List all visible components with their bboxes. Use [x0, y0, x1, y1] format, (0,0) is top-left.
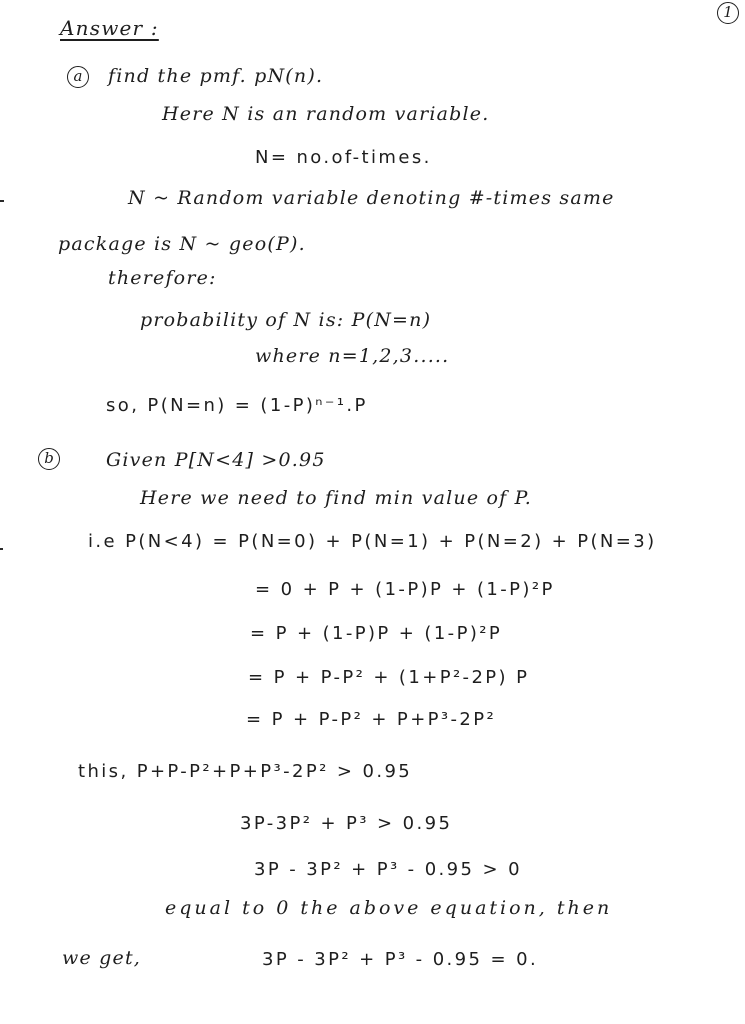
part-a-line-1: Here N is an random variable.: [162, 103, 490, 125]
part-a-line-6: probability of N is: P(N=n): [140, 309, 432, 331]
part-b-we-get-label: we get,: [62, 947, 142, 969]
page-number: 1: [717, 2, 739, 24]
answer-heading: Answer :: [60, 16, 159, 40]
part-b-expansion: i.e P(N<4) = P(N=0) + P(N=1) + P(N=2) + P(N=3): [88, 531, 657, 552]
part-b-step-5: 3P-3P² + P³ > 0.95: [240, 813, 453, 834]
part-a-line-4: package is N ~ geo(P).: [58, 233, 306, 255]
part-b-step-1: = 0 + P + (1-P)P + (1-P)²P: [255, 579, 555, 600]
part-b-given: Given P[N<4] >0.95: [106, 449, 326, 471]
part-a-line-3: N ~ Random variable denoting #-times same: [128, 187, 615, 209]
part-a-marker: a: [67, 66, 89, 88]
scan-edge-mark-bottom: [0, 548, 3, 550]
part-b-step-6: 3P - 3P² + P³ - 0.95 > 0: [254, 859, 522, 880]
scan-edge-mark-top: [0, 200, 4, 202]
part-b-step-2: = P + (1-P)P + (1-P)²P: [250, 623, 503, 644]
part-b-final-equation: 3P - 3P² + P³ - 0.95 = 0.: [262, 949, 539, 970]
part-b-step-3: = P + P-P² + (1+P²-2P) P: [248, 667, 530, 688]
part-a-line-2: N= no.of-times.: [255, 147, 432, 168]
part-a-pmf-formula: so, P(N=n) = (1-P)ⁿ⁻¹.P: [106, 395, 368, 416]
part-a-title: find the pmf. pN(n).: [108, 65, 324, 87]
part-a-line-5: therefore:: [108, 267, 217, 289]
part-b-inequality: this, P+P-P²+P+P³-2P² > 0.95: [78, 761, 413, 782]
part-a-line-7: where n=1,2,3.....: [255, 345, 450, 367]
part-b-need: Here we need to find min value of P.: [140, 487, 533, 509]
part-b-step-4: = P + P-P² + P+P³-2P²: [246, 709, 497, 730]
part-b-marker: b: [38, 448, 60, 470]
part-b-equal-note: equal to 0 the above equation, then: [165, 897, 613, 919]
